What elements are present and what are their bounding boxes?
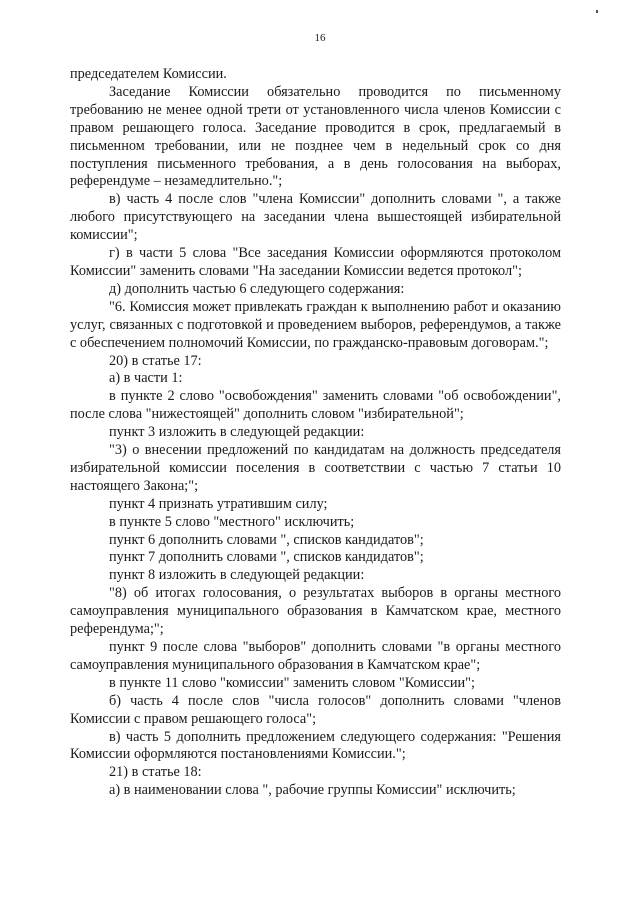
page-number: 16 <box>314 32 326 44</box>
paragraph: Заседание Комиссии обязательно проводится по письменному требованию не менее одной трети от установленного числа членов Комиссии с правом решающего голоса. Заседание проводится в срок, предлагаемый в письменном требовании, или не позднее чем в недельный срок со дня поступления письменного требования, а в день голосования на выборах, референдуме – незамедлительно."; <box>70 83 561 190</box>
paragraph: пункт 9 после слова "выборов" дополнить словами "в органы местного самоуправления муниципального образования в Камчатском крае"; <box>70 639 561 673</box>
paragraph: а) в наименовании слова ", рабочие группы Комиссии" исключить; <box>109 782 516 799</box>
paragraph: пункт 3 изложить в следующей редакции: <box>109 424 365 441</box>
paragraph: а) в части 1: <box>109 370 183 387</box>
paragraph: пункт 6 дополнить словами ", списков кандидатов"; <box>109 531 424 548</box>
paragraph: в пункте 11 слово "комиссии" заменить словом "Комиссии"; <box>109 674 475 691</box>
paragraph: "3) о внесении предложений по кандидатам на должность председателя избирательной комиссии поселения в соответствии с частью 7 статьи 10 настоящего Закона;"; <box>70 442 561 494</box>
paragraph: в) часть 5 дополнить предложением следующего содержания: "Решения Комиссии оформляются постановлениями Комиссии."; <box>70 728 561 763</box>
paragraph: пункт 7 дополнить словами ", списков кандидатов"; <box>109 549 424 566</box>
document-body <box>70 66 561 800</box>
paragraph: г) в части 5 слова "Все заседания Комиссии оформляются протоколом Комиссии" заменить словами "На заседании Комиссии ведется протокол"; <box>70 245 561 279</box>
paragraph: в пункте 2 слово "освобождения" заменить словами "об освобождении", после слова "нижестоящей" дополнить словом "избирательной"; <box>70 388 561 423</box>
paragraph: "8) об итогах голосования, о результатах выборов в органы местного самоуправления муниципального образования в Камчатском крае, местного референдума;"; <box>70 585 561 638</box>
paragraph: "6. Комиссия может привлекать граждан к выполнению работ и оказанию услуг, связанных с подготовкой и проведением выборов, референдумов, а также с обеспечением полномочий Комиссии, по гражданско-правовым договорам."; <box>70 298 561 351</box>
paragraph: в) часть 4 после слов "члена Комиссии" дополнить словами ", а также любого присутствующего на заседании члена вышестоящей избирательной комиссии"; <box>70 191 561 244</box>
scan-artifact-mark <box>596 10 598 13</box>
paragraph: пункт 4 признать утратившим силу; <box>109 495 328 512</box>
paragraph: председателем Комиссии. <box>70 66 227 82</box>
paragraph: 20) в статье 17: <box>109 352 202 369</box>
paragraph: 21) в статье 18: <box>109 764 202 781</box>
paragraph: пункт 8 изложить в следующей редакции: <box>109 567 365 584</box>
paragraph: б) часть 4 после слов "числа голосов" дополнить словами "членов Комиссии с правом решающего голоса"; <box>70 692 561 727</box>
paragraph: д) дополнить частью 6 следующего содержания: <box>109 280 405 297</box>
paragraph: в пункте 5 слово "местного" исключить; <box>109 513 355 530</box>
